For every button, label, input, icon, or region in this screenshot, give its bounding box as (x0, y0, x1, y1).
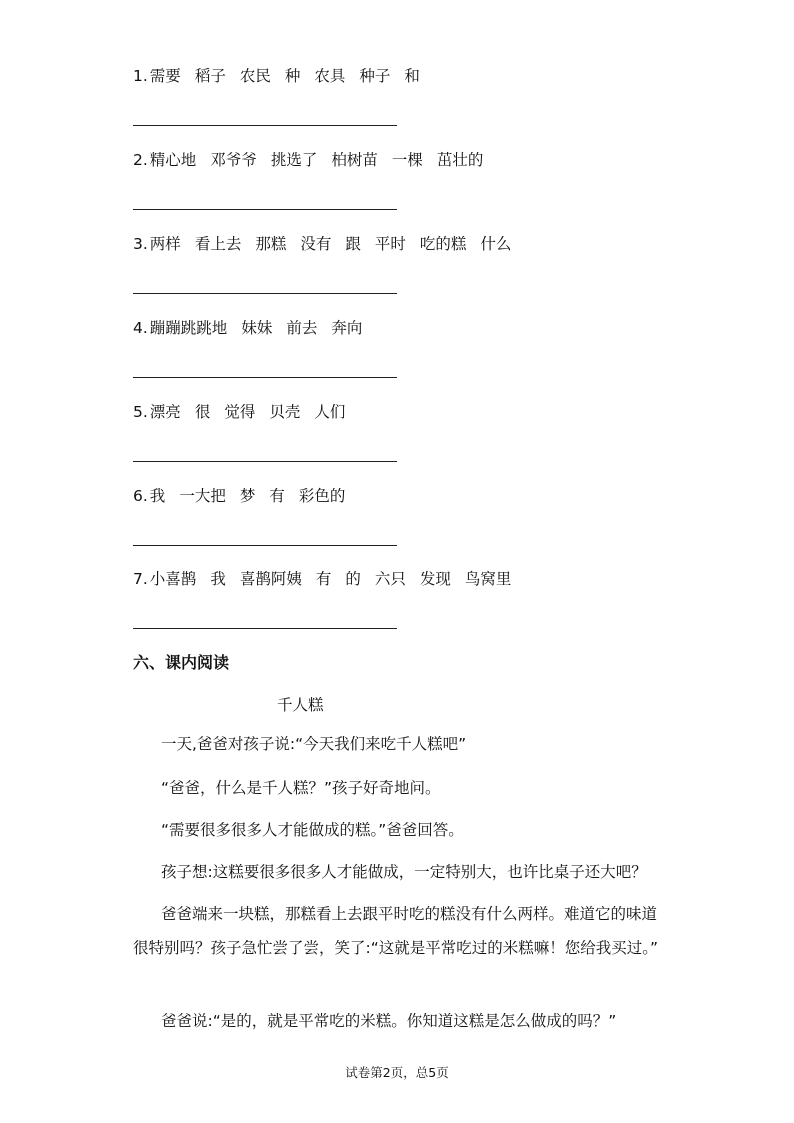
answer-line[interactable] (133, 461, 397, 462)
word-token: 妹妹 (241, 319, 273, 337)
question-1 (133, 64, 434, 86)
question-6 (133, 484, 359, 506)
word-token: 需要 (149, 67, 181, 85)
question-5 (133, 400, 359, 422)
word-token: 蹦蹦跳跳地 (149, 319, 228, 337)
word-token: 平时 (374, 235, 406, 253)
word-token: 前去 (286, 319, 318, 337)
word-token: 人们 (314, 403, 346, 421)
paragraph: “爸爸，什么是千人糕？”孩子好奇地问。 (161, 779, 441, 797)
question-number: 3. (133, 235, 148, 253)
word-token: 什么 (480, 235, 512, 253)
word-token: 鸟窝里 (464, 570, 512, 588)
passage-title: 千人糕 (277, 696, 324, 714)
paragraph: 一天,爸爸对孩子说:“今天我们来吃千人糕吧” (161, 735, 467, 753)
answer-line[interactable] (133, 125, 397, 126)
question-3 (133, 232, 525, 254)
word-token: 很 (194, 403, 211, 421)
question-number: 7. (133, 570, 148, 588)
word-token: 有 (315, 570, 332, 588)
word-token: 的 (345, 570, 361, 588)
word-token: 奔向 (331, 319, 363, 337)
word-token: 两样 (149, 235, 181, 253)
paragraph: 爸爸说:“是的，就是平常吃的米糕。你知道这糕是怎么做成的吗？” (161, 1012, 617, 1030)
word-token: 发现 (419, 570, 451, 588)
question-number: 1. (133, 67, 148, 85)
word-token: 茁壮的 (436, 151, 484, 169)
word-token: 跟 (345, 235, 361, 253)
word-token: 柏树苗 (331, 151, 378, 169)
word-token: 邓爷爷 (210, 151, 257, 169)
word-token: 六只 (374, 570, 406, 588)
word-token: 贝壳 (269, 403, 301, 421)
word-token: 没有 (300, 235, 332, 253)
word-token: 挑选了 (270, 151, 318, 169)
word-token: 彩色的 (298, 487, 346, 505)
paragraph: “需要很多很多人才能做成的糕。”爸爸回答。 (161, 821, 464, 839)
paragraph: 孩子想:这糕要很多很多人才能做成，一定特别大，也许比桌子还大吧？ (161, 863, 647, 881)
word-token: 和 (404, 67, 420, 85)
answer-line[interactable] (133, 293, 397, 294)
answer-line[interactable] (133, 628, 397, 629)
word-token: 有 (269, 487, 285, 505)
word-token: 漂亮 (149, 403, 181, 421)
word-token: 一大把 (179, 487, 226, 505)
question-number: 4. (133, 319, 148, 337)
word-token: 种子 (359, 67, 391, 85)
answer-line[interactable] (133, 545, 397, 546)
word-token: 农具 (314, 67, 346, 85)
word-token: 小喜鹊 (149, 570, 197, 588)
word-token: 一棵 (391, 151, 423, 169)
section-title: 六、课内阅读 (133, 653, 230, 672)
question-7 (133, 567, 525, 589)
question-number: 2. (133, 151, 148, 169)
word-token: 吃的糕 (419, 235, 467, 253)
word-token: 我 (149, 487, 166, 505)
question-number: 6. (133, 487, 148, 505)
answer-line[interactable] (133, 209, 397, 210)
question-2 (133, 148, 497, 170)
word-token: 稻子 (194, 67, 226, 85)
word-token: 梦 (239, 487, 256, 505)
word-token: 农民 (239, 67, 271, 85)
question-4 (133, 316, 376, 338)
page-footer: 试卷第2页，总5页 (345, 1065, 449, 1080)
word-token: 精心地 (149, 151, 197, 169)
paragraph: 爸爸端来一块糕，那糕看上去跟平时吃的糕没有什么两样。难道它的味道很特别吗？孩子急忙尝了尝，笑了:“这就是平常吃过的米糕嘛！您给我买过。” (133, 905, 659, 957)
word-token: 我 (210, 570, 226, 588)
question-number: 5. (133, 403, 148, 421)
word-token: 喜鹊阿姨 (239, 570, 302, 588)
answer-line[interactable] (133, 377, 397, 378)
word-token: 种 (284, 67, 301, 85)
word-token: 看上去 (194, 235, 242, 253)
word-token: 那糕 (255, 235, 287, 253)
word-token: 觉得 (224, 403, 256, 421)
